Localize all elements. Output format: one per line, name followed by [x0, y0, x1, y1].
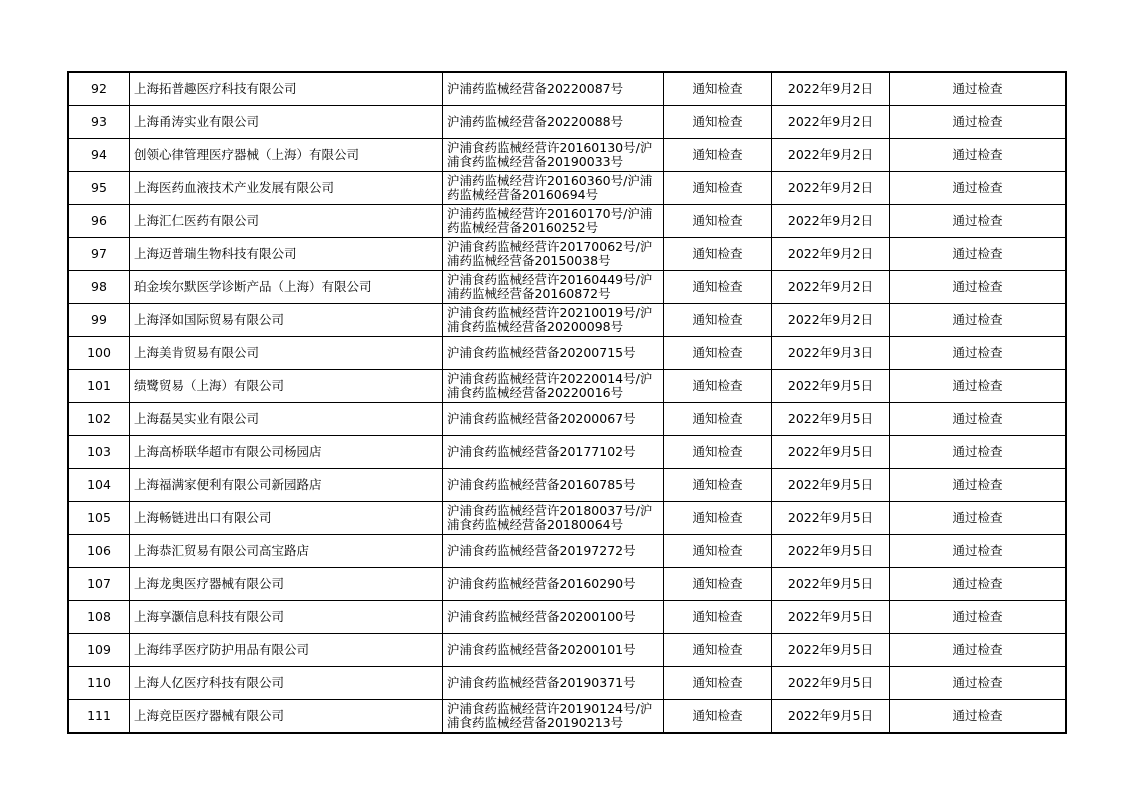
inspection-result-cell: 通过检查 [890, 370, 1067, 403]
inspection-result-cell: 通过检查 [890, 667, 1067, 700]
license-number-cell: 沪浦食药监械经营备20200715号 [443, 337, 664, 370]
inspection-result-cell: 通过检查 [890, 337, 1067, 370]
table-row [68, 436, 1066, 469]
inspection-result-cell: 通过检查 [890, 403, 1067, 436]
row-number-cell: 111 [68, 700, 130, 734]
row-number-cell: 96 [68, 205, 130, 238]
inspection-date-cell: 2022年9月5日 [772, 568, 890, 601]
company-name-cell: 上海甬涛实业有限公司 [130, 106, 443, 139]
table-row [68, 106, 1066, 139]
table-row [68, 601, 1066, 634]
table-row [68, 502, 1066, 535]
company-name-cell: 上海享灏信息科技有限公司 [130, 601, 443, 634]
company-name-cell: 珀金埃尔默医学诊断产品（上海）有限公司 [130, 271, 443, 304]
company-name-cell: 上海迈普瑞生物科技有限公司 [130, 238, 443, 271]
inspection-date-cell: 2022年9月2日 [772, 238, 890, 271]
inspection-date-cell: 2022年9月3日 [772, 337, 890, 370]
inspection-result-cell: 通过检查 [890, 106, 1067, 139]
row-number-cell: 98 [68, 271, 130, 304]
license-number-cell: 沪浦食药监械经营备20200067号 [443, 403, 664, 436]
inspection-table [67, 71, 1067, 734]
inspection-result-cell: 通过检查 [890, 72, 1067, 106]
inspection-date-cell: 2022年9月5日 [772, 700, 890, 734]
inspection-type-cell: 通知检查 [664, 667, 772, 700]
row-number-cell: 106 [68, 535, 130, 568]
table-row [68, 568, 1066, 601]
inspection-date-cell: 2022年9月5日 [772, 436, 890, 469]
table-row [68, 238, 1066, 271]
inspection-type-cell: 通知检查 [664, 304, 772, 337]
row-number-cell: 102 [68, 403, 130, 436]
table-row [68, 634, 1066, 667]
inspection-type-cell: 通知检查 [664, 72, 772, 106]
inspection-result-cell: 通过检查 [890, 535, 1067, 568]
license-number-cell: 沪浦食药监械经营许20190124号/沪浦食药监械经营备20190213号 [443, 700, 664, 734]
company-name-cell: 绩鹭贸易（上海）有限公司 [130, 370, 443, 403]
company-name-cell: 上海畅链进出口有限公司 [130, 502, 443, 535]
inspection-date-cell: 2022年9月2日 [772, 72, 890, 106]
inspection-type-cell: 通知检查 [664, 469, 772, 502]
row-number-cell: 101 [68, 370, 130, 403]
company-name-cell: 上海高桥联华超市有限公司杨园店 [130, 436, 443, 469]
inspection-result-cell: 通过检查 [890, 469, 1067, 502]
table-body [68, 72, 1066, 733]
inspection-type-cell: 通知检查 [664, 502, 772, 535]
inspection-date-cell: 2022年9月2日 [772, 172, 890, 205]
company-name-cell: 上海福满家便利有限公司新园路店 [130, 469, 443, 502]
table-row [68, 205, 1066, 238]
row-number-cell: 108 [68, 601, 130, 634]
license-number-cell: 沪浦食药监械经营备20200101号 [443, 634, 664, 667]
inspection-date-cell: 2022年9月5日 [772, 634, 890, 667]
inspection-date-cell: 2022年9月5日 [772, 601, 890, 634]
company-name-cell: 上海竞臣医疗器械有限公司 [130, 700, 443, 734]
row-number-cell: 110 [68, 667, 130, 700]
inspection-type-cell: 通知检查 [664, 172, 772, 205]
inspection-result-cell: 通过检查 [890, 436, 1067, 469]
table-row [68, 370, 1066, 403]
row-number-cell: 103 [68, 436, 130, 469]
inspection-type-cell: 通知检查 [664, 238, 772, 271]
license-number-cell: 沪浦食药监械经营许20160130号/沪浦食药监械经营备20190033号 [443, 139, 664, 172]
inspection-type-cell: 通知检查 [664, 106, 772, 139]
inspection-result-cell: 通过检查 [890, 634, 1067, 667]
inspection-result-cell: 通过检查 [890, 601, 1067, 634]
table-row [68, 535, 1066, 568]
license-number-cell: 沪浦食药监械经营备20177102号 [443, 436, 664, 469]
inspection-date-cell: 2022年9月2日 [772, 139, 890, 172]
table-row [68, 337, 1066, 370]
row-number-cell: 93 [68, 106, 130, 139]
inspection-date-cell: 2022年9月5日 [772, 370, 890, 403]
row-number-cell: 100 [68, 337, 130, 370]
company-name-cell: 上海纬孚医疗防护用品有限公司 [130, 634, 443, 667]
license-number-cell: 沪浦食药监械经营备20197272号 [443, 535, 664, 568]
license-number-cell: 沪浦食药监械经营备20200100号 [443, 601, 664, 634]
row-number-cell: 105 [68, 502, 130, 535]
license-number-cell: 沪浦食药监械经营备20190371号 [443, 667, 664, 700]
inspection-type-cell: 通知检查 [664, 205, 772, 238]
company-name-cell: 上海医药血液技术产业发展有限公司 [130, 172, 443, 205]
inspection-result-cell: 通过检查 [890, 205, 1067, 238]
inspection-type-cell: 通知检查 [664, 700, 772, 734]
inspection-type-cell: 通知检查 [664, 436, 772, 469]
table-row [68, 172, 1066, 205]
inspection-type-cell: 通知检查 [664, 535, 772, 568]
license-number-cell: 沪浦药监械经营备20220087号 [443, 72, 664, 106]
license-number-cell: 沪浦药监械经营许20160360号/沪浦药监械经营备20160694号 [443, 172, 664, 205]
inspection-type-cell: 通知检查 [664, 634, 772, 667]
inspection-result-cell: 通过检查 [890, 304, 1067, 337]
inspection-result-cell: 通过检查 [890, 502, 1067, 535]
company-name-cell: 上海拓普趣医疗科技有限公司 [130, 72, 443, 106]
row-number-cell: 97 [68, 238, 130, 271]
table-row [68, 271, 1066, 304]
inspection-date-cell: 2022年9月5日 [772, 535, 890, 568]
inspection-type-cell: 通知检查 [664, 568, 772, 601]
inspection-type-cell: 通知检查 [664, 601, 772, 634]
table-row [68, 72, 1066, 106]
inspection-date-cell: 2022年9月5日 [772, 403, 890, 436]
inspection-result-cell: 通过检查 [890, 238, 1067, 271]
inspection-type-cell: 通知检查 [664, 271, 772, 304]
license-number-cell: 沪浦食药监械经营许20210019号/沪浦食药监械经营备20200098号 [443, 304, 664, 337]
company-name-cell: 上海泽如国际贸易有限公司 [130, 304, 443, 337]
inspection-type-cell: 通知检查 [664, 337, 772, 370]
inspection-date-cell: 2022年9月2日 [772, 106, 890, 139]
company-name-cell: 上海美肯贸易有限公司 [130, 337, 443, 370]
row-number-cell: 109 [68, 634, 130, 667]
inspection-date-cell: 2022年9月5日 [772, 502, 890, 535]
row-number-cell: 104 [68, 469, 130, 502]
table-row [68, 403, 1066, 436]
license-number-cell: 沪浦药监械经营备20220088号 [443, 106, 664, 139]
inspection-result-cell: 通过检查 [890, 172, 1067, 205]
license-number-cell: 沪浦食药监械经营许20180037号/沪浦食药监械经营备20180064号 [443, 502, 664, 535]
inspection-type-cell: 通知检查 [664, 403, 772, 436]
inspection-date-cell: 2022年9月2日 [772, 304, 890, 337]
license-number-cell: 沪浦食药监械经营备20160290号 [443, 568, 664, 601]
inspection-date-cell: 2022年9月5日 [772, 667, 890, 700]
license-number-cell: 沪浦食药监械经营许20220014号/沪浦食药监械经营备20220016号 [443, 370, 664, 403]
row-number-cell: 107 [68, 568, 130, 601]
inspection-date-cell: 2022年9月2日 [772, 271, 890, 304]
company-name-cell: 上海人亿医疗科技有限公司 [130, 667, 443, 700]
inspection-result-cell: 通过检查 [890, 139, 1067, 172]
inspection-type-cell: 通知检查 [664, 139, 772, 172]
inspection-date-cell: 2022年9月5日 [772, 469, 890, 502]
license-number-cell: 沪浦食药监械经营备20160785号 [443, 469, 664, 502]
company-name-cell: 上海磊昊实业有限公司 [130, 403, 443, 436]
inspection-result-cell: 通过检查 [890, 568, 1067, 601]
table-row [68, 469, 1066, 502]
inspection-date-cell: 2022年9月2日 [772, 205, 890, 238]
license-number-cell: 沪浦食药监械经营许20160449号/沪浦药监械经营备20160872号 [443, 271, 664, 304]
table-row [68, 304, 1066, 337]
table-row [68, 700, 1066, 734]
inspection-result-cell: 通过检查 [890, 271, 1067, 304]
company-name-cell: 上海龙奥医疗器械有限公司 [130, 568, 443, 601]
row-number-cell: 94 [68, 139, 130, 172]
license-number-cell: 沪浦药监械经营许20160170号/沪浦药监械经营备20160252号 [443, 205, 664, 238]
company-name-cell: 上海恭汇贸易有限公司高宝路店 [130, 535, 443, 568]
table-row [68, 667, 1066, 700]
company-name-cell: 上海汇仁医药有限公司 [130, 205, 443, 238]
row-number-cell: 92 [68, 72, 130, 106]
row-number-cell: 99 [68, 304, 130, 337]
row-number-cell: 95 [68, 172, 130, 205]
table-row [68, 139, 1066, 172]
inspection-type-cell: 通知检查 [664, 370, 772, 403]
inspection-result-cell: 通过检查 [890, 700, 1067, 734]
license-number-cell: 沪浦食药监械经营许20170062号/沪浦药监械经营备20150038号 [443, 238, 664, 271]
company-name-cell: 创领心律管理医疗器械（上海）有限公司 [130, 139, 443, 172]
